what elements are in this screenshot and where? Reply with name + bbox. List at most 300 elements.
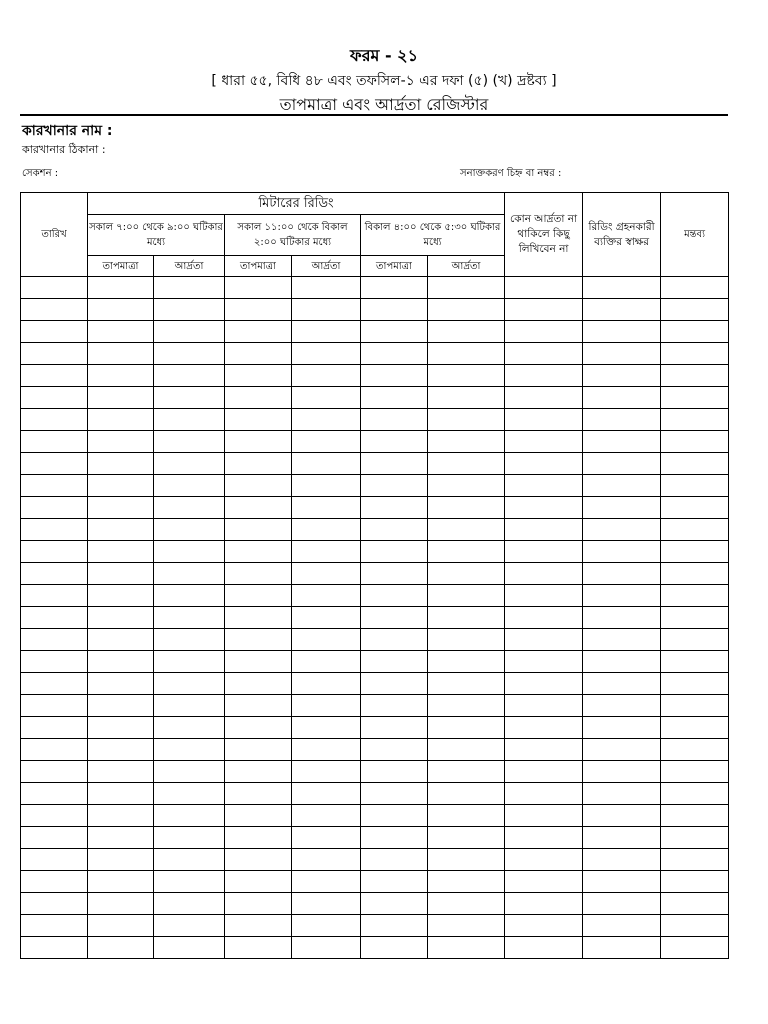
table-cell	[154, 541, 225, 563]
table-cell	[292, 629, 361, 651]
table-cell	[505, 805, 583, 827]
slot-morning-header: সকাল ৭:০০ থেকে ৯:০০ ঘটিকার মধ্যে	[88, 215, 225, 256]
table-cell	[154, 563, 225, 585]
table-cell	[154, 739, 225, 761]
table-cell	[88, 695, 154, 717]
table-cell	[225, 827, 292, 849]
table-cell	[88, 409, 154, 431]
table-cell	[661, 519, 729, 541]
table-cell	[88, 937, 154, 959]
table-cell	[225, 409, 292, 431]
table-cell	[661, 893, 729, 915]
table-row	[21, 541, 729, 563]
table-cell	[154, 299, 225, 321]
table-cell	[154, 607, 225, 629]
table-cell	[21, 585, 88, 607]
table-cell	[154, 409, 225, 431]
table-cell	[661, 761, 729, 783]
table-cell	[428, 783, 505, 805]
header-divider	[20, 114, 728, 116]
table-cell	[661, 607, 729, 629]
table-cell	[21, 739, 88, 761]
table-cell	[428, 915, 505, 937]
table-cell	[428, 585, 505, 607]
table-row	[21, 321, 729, 343]
table-cell	[88, 915, 154, 937]
table-cell	[505, 739, 583, 761]
table-row	[21, 937, 729, 959]
table-cell	[661, 915, 729, 937]
table-cell	[88, 321, 154, 343]
table-cell	[428, 343, 505, 365]
table-cell	[583, 563, 661, 585]
table-cell	[505, 629, 583, 651]
table-cell	[661, 431, 729, 453]
table-cell	[154, 937, 225, 959]
table-cell	[583, 893, 661, 915]
table-cell	[661, 871, 729, 893]
table-cell	[292, 563, 361, 585]
table-cell	[225, 695, 292, 717]
table-cell	[583, 343, 661, 365]
table-cell	[661, 299, 729, 321]
table-cell	[361, 343, 428, 365]
table-cell	[225, 453, 292, 475]
table-cell	[21, 343, 88, 365]
table-cell	[88, 475, 154, 497]
table-cell	[361, 365, 428, 387]
table-cell	[88, 739, 154, 761]
table-row	[21, 519, 729, 541]
table-cell	[88, 849, 154, 871]
table-cell	[292, 497, 361, 519]
table-cell	[154, 475, 225, 497]
table-cell	[21, 365, 88, 387]
humidity-header: আর্দ্রতা	[428, 256, 505, 277]
table-cell	[583, 673, 661, 695]
humidity-header: আর্দ্রতা	[292, 256, 361, 277]
table-row	[21, 761, 729, 783]
table-cell	[292, 761, 361, 783]
table-cell	[225, 937, 292, 959]
table-cell	[583, 695, 661, 717]
table-cell	[292, 783, 361, 805]
table-cell	[154, 585, 225, 607]
table-cell	[225, 563, 292, 585]
table-cell	[361, 497, 428, 519]
remarks-header: মন্তব্য	[661, 193, 729, 277]
table-cell	[428, 299, 505, 321]
humidity-header: আর্দ্রতা	[154, 256, 225, 277]
table-cell	[428, 541, 505, 563]
table-cell	[361, 277, 428, 299]
meter-reading-header: মিটারের রিডিং	[88, 193, 505, 215]
table-cell	[583, 387, 661, 409]
table-cell	[661, 343, 729, 365]
table-cell	[88, 827, 154, 849]
table-cell	[361, 695, 428, 717]
table-cell	[361, 673, 428, 695]
table-cell	[88, 431, 154, 453]
table-cell	[661, 585, 729, 607]
table-cell	[292, 387, 361, 409]
table-cell	[88, 651, 154, 673]
table-cell	[154, 651, 225, 673]
table-cell	[225, 321, 292, 343]
table-cell	[21, 409, 88, 431]
temperature-header: তাপমাত্রা	[361, 256, 428, 277]
table-cell	[661, 849, 729, 871]
table-cell	[88, 343, 154, 365]
table-cell	[21, 299, 88, 321]
table-cell	[505, 409, 583, 431]
table-cell	[225, 893, 292, 915]
table-cell	[505, 299, 583, 321]
table-row	[21, 915, 729, 937]
table-cell	[21, 497, 88, 519]
table-cell	[361, 541, 428, 563]
table-cell	[505, 321, 583, 343]
table-cell	[428, 563, 505, 585]
table-cell	[225, 739, 292, 761]
table-cell	[428, 409, 505, 431]
table-cell	[292, 431, 361, 453]
table-cell	[21, 321, 88, 343]
table-cell	[292, 343, 361, 365]
table-cell	[292, 739, 361, 761]
table-cell	[583, 585, 661, 607]
table-cell	[154, 761, 225, 783]
table-cell	[361, 651, 428, 673]
table-cell	[505, 893, 583, 915]
table-cell	[88, 717, 154, 739]
table-cell	[505, 453, 583, 475]
table-cell	[225, 299, 292, 321]
table-cell	[583, 321, 661, 343]
table-cell	[21, 563, 88, 585]
table-cell	[361, 915, 428, 937]
table-cell	[661, 739, 729, 761]
table-cell	[661, 541, 729, 563]
table-row	[21, 497, 729, 519]
table-cell	[428, 431, 505, 453]
table-cell	[428, 519, 505, 541]
table-cell	[361, 431, 428, 453]
table-cell	[21, 871, 88, 893]
table-cell	[88, 585, 154, 607]
table-cell	[225, 431, 292, 453]
table-row	[21, 893, 729, 915]
table-cell	[428, 849, 505, 871]
table-cell	[292, 475, 361, 497]
table-row	[21, 805, 729, 827]
table-cell	[292, 849, 361, 871]
table-cell	[225, 475, 292, 497]
table-cell	[21, 805, 88, 827]
table-cell	[154, 673, 225, 695]
table-cell	[583, 761, 661, 783]
table-cell	[225, 849, 292, 871]
table-cell	[292, 805, 361, 827]
table-row	[21, 783, 729, 805]
table-cell	[583, 915, 661, 937]
table-cell	[292, 541, 361, 563]
table-cell	[361, 387, 428, 409]
table-cell	[88, 519, 154, 541]
table-row	[21, 453, 729, 475]
factory-name-label: কারখানার নাম :	[22, 123, 113, 139]
table-cell	[661, 805, 729, 827]
table-cell	[21, 937, 88, 959]
table-cell	[225, 519, 292, 541]
table-cell	[88, 277, 154, 299]
table-cell	[361, 629, 428, 651]
table-cell	[21, 849, 88, 871]
form-number: ফরম - ২১	[350, 46, 418, 65]
table-cell	[21, 827, 88, 849]
temperature-header: তাপমাত্রা	[225, 256, 292, 277]
table-cell	[154, 387, 225, 409]
table-cell	[583, 277, 661, 299]
table-cell	[428, 893, 505, 915]
table-cell	[88, 673, 154, 695]
table-cell	[154, 915, 225, 937]
table-cell	[225, 387, 292, 409]
table-cell	[154, 695, 225, 717]
table-cell	[361, 717, 428, 739]
table-cell	[154, 453, 225, 475]
table-cell	[21, 893, 88, 915]
table-cell	[428, 717, 505, 739]
table-cell	[505, 343, 583, 365]
table-cell	[661, 937, 729, 959]
table-cell	[21, 453, 88, 475]
table-cell	[661, 651, 729, 673]
table-cell	[88, 805, 154, 827]
table-cell	[292, 519, 361, 541]
table-cell	[154, 827, 225, 849]
table-cell	[154, 431, 225, 453]
table-cell	[154, 365, 225, 387]
table-cell	[428, 365, 505, 387]
table-cell	[505, 585, 583, 607]
table-cell	[88, 607, 154, 629]
table-cell	[583, 409, 661, 431]
table-cell	[88, 761, 154, 783]
table-row	[21, 739, 729, 761]
table-cell	[661, 453, 729, 475]
table-cell	[225, 585, 292, 607]
table-cell	[292, 893, 361, 915]
form-reference: [ ধারা ৫৫, বিধি ৪৮ এবং তফসিল-১ এর দফা (৫) (খ) দ্রষ্টব্য ]	[211, 73, 557, 89]
table-cell	[292, 365, 361, 387]
table-cell	[583, 453, 661, 475]
table-cell	[292, 827, 361, 849]
table-cell	[21, 673, 88, 695]
table-cell	[154, 849, 225, 871]
table-cell	[88, 497, 154, 519]
table-cell	[505, 761, 583, 783]
table-cell	[583, 871, 661, 893]
table-cell	[661, 563, 729, 585]
table-cell	[154, 277, 225, 299]
table-row	[21, 849, 729, 871]
table-cell	[583, 717, 661, 739]
table-cell	[154, 893, 225, 915]
table-cell	[154, 717, 225, 739]
table-cell	[361, 299, 428, 321]
table-cell	[361, 761, 428, 783]
table-cell	[505, 365, 583, 387]
table-cell	[21, 387, 88, 409]
table-cell	[505, 431, 583, 453]
table-cell	[361, 409, 428, 431]
table-cell	[661, 629, 729, 651]
table-cell	[661, 409, 729, 431]
table-row	[21, 387, 729, 409]
table-cell	[505, 827, 583, 849]
table-cell	[428, 739, 505, 761]
table-cell	[428, 607, 505, 629]
table-cell	[361, 849, 428, 871]
table-cell	[661, 365, 729, 387]
table-cell	[88, 783, 154, 805]
table-cell	[428, 827, 505, 849]
table-cell	[361, 475, 428, 497]
table-cell	[225, 717, 292, 739]
table-cell	[583, 805, 661, 827]
table-row	[21, 475, 729, 497]
table-cell	[88, 299, 154, 321]
table-row	[21, 717, 729, 739]
table-cell	[428, 651, 505, 673]
table-cell	[505, 277, 583, 299]
table-cell	[361, 893, 428, 915]
table-cell	[225, 607, 292, 629]
table-row	[21, 629, 729, 651]
table-cell	[428, 277, 505, 299]
register-table	[20, 192, 729, 959]
table-cell	[292, 695, 361, 717]
table-cell	[583, 431, 661, 453]
table-cell	[661, 717, 729, 739]
slot-afternoon-header: বিকাল ৪:০০ থেকে ৫:৩০ ঘটিকার মধ্যে	[361, 215, 505, 256]
table-cell	[583, 651, 661, 673]
table-row	[21, 871, 729, 893]
table-cell	[88, 387, 154, 409]
table-cell	[225, 651, 292, 673]
table-cell	[583, 827, 661, 849]
table-cell	[505, 915, 583, 937]
table-cell	[661, 277, 729, 299]
table-cell	[661, 783, 729, 805]
table-cell	[225, 805, 292, 827]
table-cell	[583, 475, 661, 497]
table-cell	[361, 805, 428, 827]
table-cell	[583, 519, 661, 541]
table-cell	[292, 871, 361, 893]
table-cell	[361, 519, 428, 541]
table-cell	[292, 453, 361, 475]
table-cell	[88, 453, 154, 475]
table-cell	[583, 783, 661, 805]
table-cell	[505, 673, 583, 695]
table-cell	[225, 783, 292, 805]
table-cell	[661, 475, 729, 497]
temperature-header: তাপমাত্রা	[88, 256, 154, 277]
date-header: তারিখ	[21, 193, 88, 277]
table-cell	[428, 673, 505, 695]
table-cell	[661, 321, 729, 343]
table-cell	[428, 497, 505, 519]
table-cell	[154, 519, 225, 541]
table-cell	[21, 519, 88, 541]
table-cell	[361, 937, 428, 959]
table-cell	[428, 321, 505, 343]
table-cell	[21, 695, 88, 717]
table-cell	[225, 365, 292, 387]
table-row	[21, 827, 729, 849]
table-cell	[361, 827, 428, 849]
table-cell	[583, 299, 661, 321]
table-cell	[583, 541, 661, 563]
table-row	[21, 585, 729, 607]
table-cell	[88, 541, 154, 563]
table-cell	[505, 871, 583, 893]
table-cell	[88, 629, 154, 651]
table-cell	[88, 871, 154, 893]
table-cell	[292, 409, 361, 431]
slot-midday-header: সকাল ১১:০০ থেকে বিকাল ২:০০ ঘটিকার মধ্যে	[225, 215, 361, 256]
table-cell	[428, 761, 505, 783]
table-cell	[225, 629, 292, 651]
table-cell	[292, 717, 361, 739]
table-cell	[21, 915, 88, 937]
table-cell	[154, 497, 225, 519]
table-cell	[292, 607, 361, 629]
table-row	[21, 277, 729, 299]
factory-address-label: কারখানার ঠিকানা :	[22, 143, 106, 156]
table-cell	[21, 783, 88, 805]
table-row	[21, 607, 729, 629]
table-cell	[583, 497, 661, 519]
table-cell	[428, 475, 505, 497]
table-cell	[292, 651, 361, 673]
table-row	[21, 673, 729, 695]
table-cell	[361, 453, 428, 475]
table-row	[21, 343, 729, 365]
table-cell	[583, 849, 661, 871]
table-row	[21, 409, 729, 431]
table-cell	[225, 871, 292, 893]
table-cell	[428, 695, 505, 717]
table-row	[21, 299, 729, 321]
table-cell	[225, 497, 292, 519]
no-humidity-header: কোন আর্দ্রতা না থাকিলে কিছু লিখিবেন না	[505, 193, 583, 277]
table-cell	[505, 937, 583, 959]
table-cell	[583, 739, 661, 761]
table-cell	[21, 761, 88, 783]
table-row	[21, 695, 729, 717]
table-cell	[292, 915, 361, 937]
table-row	[21, 431, 729, 453]
table-cell	[361, 321, 428, 343]
identification-label: সনাক্তকরণ চিহ্ন বা নম্বর :	[460, 168, 562, 179]
table-cell	[505, 695, 583, 717]
table-cell	[88, 893, 154, 915]
table-row	[21, 365, 729, 387]
signature-header: রিডিং গ্রহনকারী ব্যক্তির স্বাক্ষর	[583, 193, 661, 277]
